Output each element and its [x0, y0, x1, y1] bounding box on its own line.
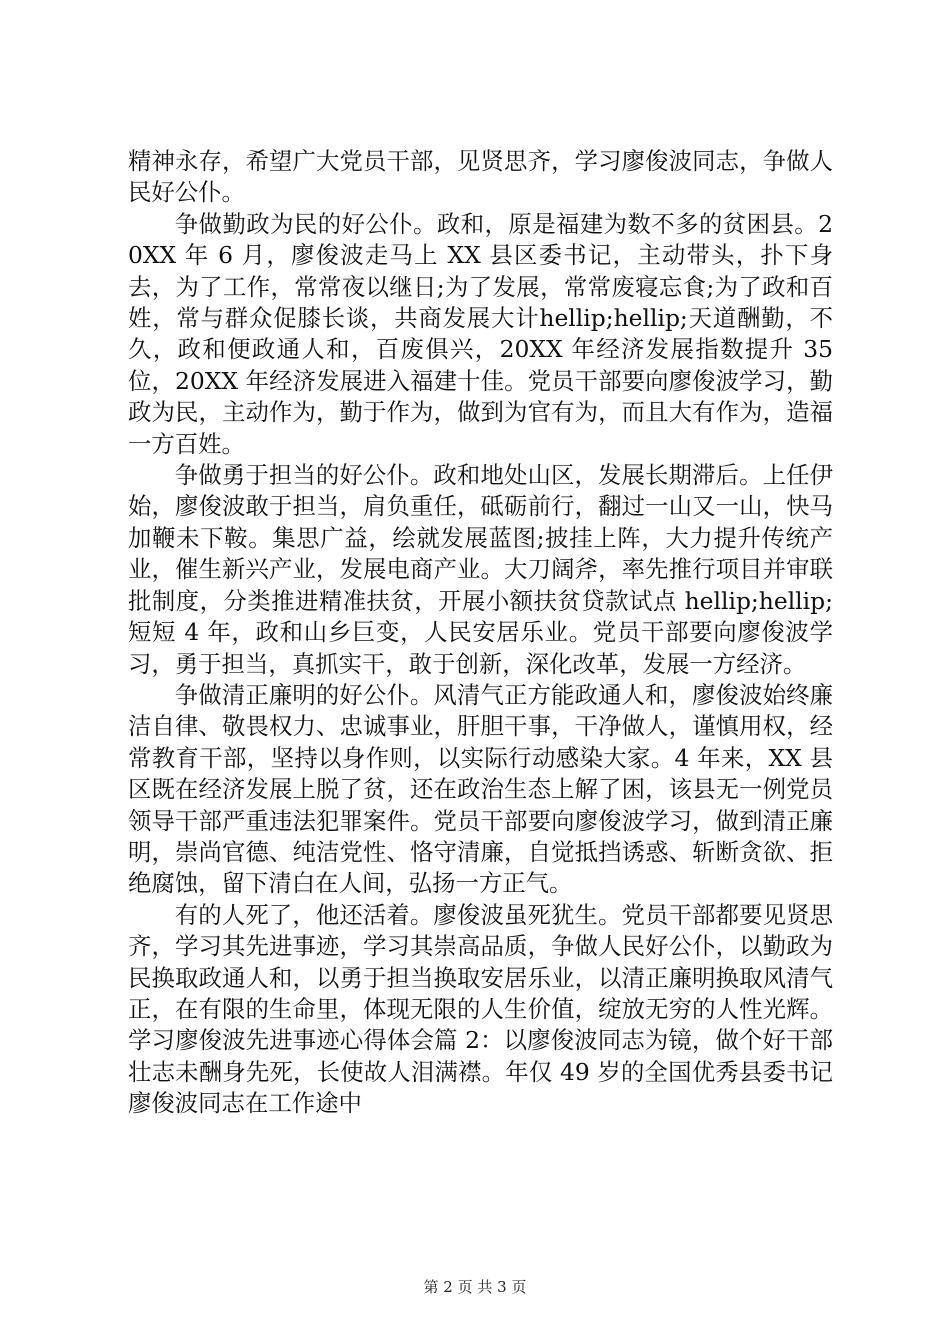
paragraph-2: 争做勤政为民的好公仆。政和，原是福建为数不多的贫困县。20XX 年 6 月，廖俊波走马上 XX 县区委书记，主动带头，扑下身去，为了工作，常常夜以继日;为了发展，常常废寝忘食;为了政和百姓，常与群众促膝长谈，共商发展大计hellip;hellip;天道酬勤，不久，政和便政通人和，百废俱兴，20XX 年经济发展指数提升 35 位，20XX 年经济发展进入福建十佳。党员干部要向廖俊波学习，勤政为民，主动作为，勤于作为，做到为官有为，而且大有作为，造福一方百姓。	[128, 209, 833, 458]
page-number-footer: 第 2 页 共 3 页	[423, 1278, 527, 1296]
paragraph-5: 有的人死了，他还活着。廖俊波虽死犹生。党员干部都要见贤思齐，学习其先进事迹，学习其崇高品质，争做人民好公仆，以勤政为民换取政通人和，以勇于担当换取安居乐业，以清正廉明换取风清气正，在有限的生命里，体现无限的人生价值，绽放无穷的人性光辉。学习廖俊波先进事迹心得体会篇 2：以廖俊波同志为镜，做个好干部壮志未酬身先死，长使故人泪满襟。年仅 49 岁的全国优秀县委书记廖俊波同志在工作途中	[128, 900, 833, 1118]
paragraph-1: 精神永存，希望广大党员干部，见贤思齐，学习廖俊波同志，争做人民好公仆。	[128, 147, 833, 207]
document-body	[128, 146, 833, 1120]
paragraph-4: 争做清正廉明的好公仆。风清气正方能政通人和，廖俊波始终廉洁自律、敬畏权力、忠诚事业，肝胆干事，干净做人，谨慎用权，经常教育干部，坚持以身作则，以实际行动感染大家。4 年来，XX 县区既在经济发展上脱了贫，还在政治生态上解了困，该县无一例党员领导干部严重违法犯罪案件。党员干部要向廖俊波学习，做到清正廉明，崇尚官德、纯洁党性、恪守清廉，自觉抵挡诱惑、斩断贪欲、拒绝腐蚀，留下清白在人间，弘扬一方正气。	[128, 680, 833, 898]
paragraph-3: 争做勇于担当的好公仆。政和地处山区，发展长期滞后。上任伊始，廖俊波敢于担当，肩负重任，砥砺前行，翻过一山又一山，快马加鞭未下鞍。集思广益，绘就发展蓝图;披挂上阵，大力提升传统产业，催生新兴产业，发展电商产业。大刀阔斧，率先推行项目并审联批制度，分类推进精准扶贫，开展小额扶贫贷款试点 hellip;hellip;短短 4 年，政和山乡巨变，人民安居乐业。党员干部要向廖俊波学习，勇于担当，真抓实干，敢于创新，深化改革，发展一方经济。	[128, 461, 833, 678]
